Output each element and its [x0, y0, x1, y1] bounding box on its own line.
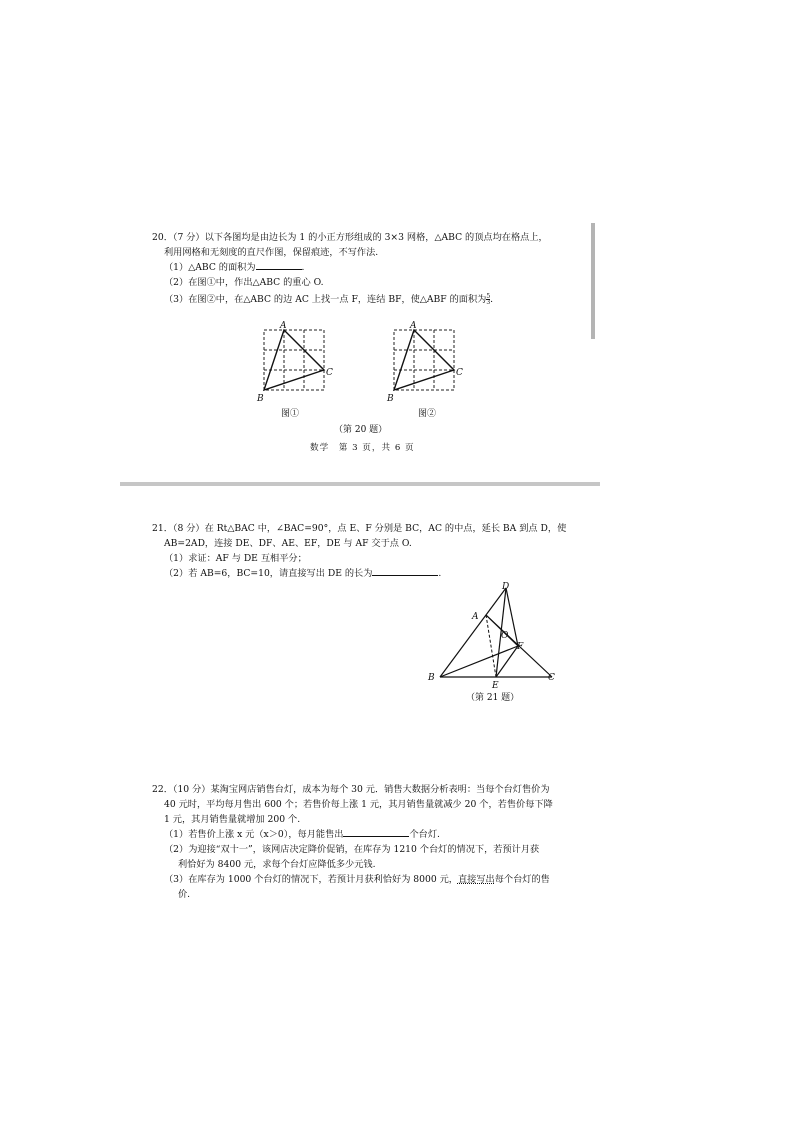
q22-line1: 22．（10 分）某淘宝网店销售台灯，成本为每个 30 元．销售大数据分析表明：当每个台灯售价为 — [152, 784, 550, 795]
q22-line2: 40 元时，平均每月售出 600 个；若售价每上涨 1 元，其月销售量就减少 20 个，若售价每下降 — [164, 799, 553, 810]
q20-line1: 20．（7 分）以下各图均是由边长为 1 的小正方形组成的 3×3 网格，△ABC 的顶点均在格点上， — [152, 232, 548, 243]
fig2-caption: 图② — [418, 409, 437, 419]
page-divider — [120, 482, 600, 486]
page-footer: 数学 第 3 页，共 6 页 — [310, 443, 415, 453]
label-b: B — [387, 394, 394, 404]
q22-line3: 1 元，其月销售量就增加 200 个. — [164, 814, 301, 825]
label-o: O — [501, 631, 509, 641]
q20-figure-1 — [250, 320, 340, 408]
answer-blank — [343, 827, 409, 837]
label-f: F — [517, 642, 524, 652]
label-c: C — [326, 368, 333, 378]
label-a: A — [472, 612, 479, 622]
q22-part3-line1: （3）在库存为 1000 个台灯的情况下，若预计月获利恰好为 8000 元，直接写出每个台灯的售 — [164, 874, 550, 885]
triangle-abc — [264, 330, 324, 390]
q20-part1: （1）△ABC 的面积为 . — [164, 262, 305, 273]
label-e: E — [492, 681, 499, 690]
q20-figure-2 — [380, 320, 470, 408]
q21-part2: （2）若 AB=6，BC=10，请直接写出 DE 的长为 . — [164, 568, 442, 579]
answer-blank — [256, 260, 302, 270]
label-b: B — [257, 394, 264, 404]
question-22 — [152, 782, 592, 902]
label-d: D — [502, 582, 510, 592]
label-a: A — [280, 321, 287, 331]
answer-blank — [372, 566, 438, 576]
label-c: C — [548, 673, 555, 683]
q22-part2-line1: （2）为迎接“双十一”，该网店决定降价促销，在库存为 1210 个台灯的情况下，若预计月获 — [164, 844, 540, 855]
triangle-abc — [394, 330, 454, 390]
question-20 — [152, 230, 592, 307]
q22-part1: （1）若售价上涨 x 元（x＞0），每月能售出 个台灯. — [164, 829, 440, 840]
q20-caption: （第 20 题） — [334, 425, 388, 435]
q21-caption: （第 21 题） — [466, 693, 520, 703]
label-a: A — [410, 321, 417, 331]
q20-line2: 利用网格和无刻度的直尺作图，保留痕迹，不写作法. — [164, 247, 379, 258]
fig1-caption: 图① — [281, 409, 300, 419]
q20-part3: （3）在图②中，在△ABC 的边 AC 上找一点 F，连结 BF，使△ABF 的面积为 $\frac{5}{3}$ . — [164, 293, 494, 306]
fraction: $\frac{5}{3}$ — [486, 293, 491, 306]
label-b: B — [428, 673, 435, 683]
q21-line1: 21．（8 分）在 Rt△BAC 中，∠BAC=90°，点 E、F 分别是 BC，AC 的中点，延长 BA 到点 D，使 — [152, 523, 567, 534]
q20-part2: （2）在图①中，作出△ABC 的重心 O. — [164, 277, 324, 288]
q22-part3-line2: 价. — [178, 889, 191, 900]
q21-part1: （1）求证：AF 与 DE 互相平分； — [164, 553, 307, 564]
label-c: C — [456, 368, 463, 378]
q22-part2-line2: 利恰好为 8400 元，求每个台灯应降低多少元钱. — [178, 859, 376, 870]
question-21 — [152, 521, 592, 581]
q21-line2: AB=2AD，连接 DE、DF、AE、EF，DE 与 AF 交于点 O. — [164, 538, 412, 549]
q21-figure — [424, 580, 564, 690]
